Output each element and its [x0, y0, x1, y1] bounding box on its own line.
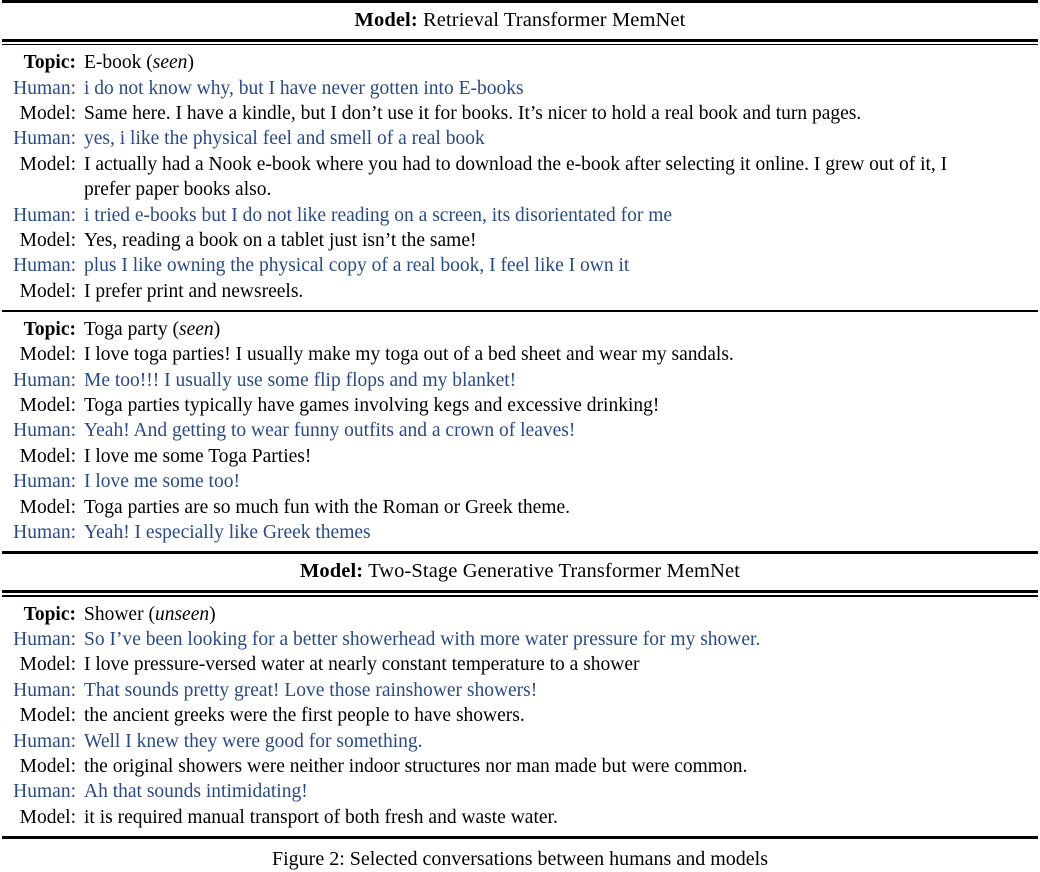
model-turn-label: Model:	[19, 394, 76, 416]
model-turn-label: Model:	[19, 445, 76, 467]
topic-name: Shower	[84, 603, 144, 625]
model-banner-label: Model:	[299, 560, 364, 583]
human-turn-label: Human:	[13, 471, 76, 493]
model-banner-name: Two-Stage Generative Transformer MemNet	[368, 560, 741, 583]
model-banner	[2, 554, 1038, 590]
model-turn	[2, 754, 1038, 779]
human-turn	[2, 520, 1038, 545]
topic-status-close-paren: )	[209, 603, 216, 625]
human-turn-label: Human:	[13, 369, 76, 391]
model-banner-label: Model:	[354, 9, 418, 31]
table-bottom-rule	[2, 836, 1038, 839]
topic-status-open-paren: (	[148, 603, 155, 625]
turn-text: i do not know why, but I have never gotten into E-books	[84, 77, 524, 99]
model-turn	[2, 279, 1038, 304]
human-turn	[2, 418, 1038, 443]
topic-row	[2, 602, 1038, 627]
human-turn-label: Human:	[13, 730, 76, 752]
topic-row	[2, 50, 1038, 75]
human-turn	[2, 126, 1038, 151]
turn-text: Same here. I have a kindle, but I don’t use it for books. It’s nicer to hold a real book and turn pages.	[84, 102, 862, 124]
human-turn-label: Human:	[13, 128, 76, 150]
turn-text: Well I knew they were good for something.	[84, 730, 423, 752]
topic-status: seen	[179, 318, 214, 340]
conversation-block	[2, 45, 1038, 310]
human-turn	[2, 779, 1038, 804]
turn-text: I prefer print and newsreels.	[84, 280, 304, 302]
turn-text: I love me some Toga Parties!	[84, 445, 312, 467]
conversation-block	[2, 312, 1038, 552]
model-turn	[2, 101, 1038, 126]
turn-text: i tried e-books but I do not like reading on a screen, its disorientated for me	[84, 204, 673, 226]
human-turn-label: Human:	[13, 77, 76, 99]
model-turn-label: Model:	[19, 654, 76, 676]
model-turn-label: Model:	[19, 806, 76, 828]
model-turn	[2, 152, 1038, 203]
turn-text: yes, i like the physical feel and smell of a real book	[84, 128, 485, 150]
turn-text: I love pressure-versed water at nearly constant temperature to a shower	[84, 654, 640, 676]
model-banner	[2, 3, 1038, 39]
human-turn-label: Human:	[13, 628, 76, 650]
model-turn	[2, 228, 1038, 253]
turn-text: That sounds pretty great! Love those rainshower showers!	[84, 679, 538, 701]
human-turn	[2, 203, 1038, 228]
conversations-table	[2, 0, 1038, 839]
turn-text: it is required manual transport of both fresh and waste water.	[84, 806, 558, 828]
model-turn	[2, 703, 1038, 728]
model-banner-name: Retrieval Transformer MemNet	[423, 9, 686, 31]
topic-row	[2, 317, 1038, 342]
model-turn-label: Model:	[19, 153, 76, 175]
human-turn-label: Human:	[13, 420, 76, 442]
topic-value	[84, 602, 986, 627]
turn-text: Yeah! I especially like Greek themes	[84, 522, 371, 543]
turn-text: I love me some too!	[84, 471, 240, 493]
model-turn	[2, 444, 1038, 469]
figure-caption: Figure 2: Selected conversations between humans and models	[272, 848, 768, 870]
turn-text: So I’ve been looking for a better showerhead with more water pressure for my shower.	[84, 628, 761, 650]
human-turn	[2, 678, 1038, 703]
topic-label: Topic:	[23, 603, 76, 625]
human-turn-label: Human:	[13, 679, 76, 701]
human-turn-label: Human:	[13, 522, 76, 543]
turn-text: I love toga parties! I usually make my toga out of a bed sheet and wear my sandals.	[84, 344, 734, 366]
topic-status-close-paren: )	[213, 318, 221, 340]
topic-status-close-paren: )	[187, 52, 194, 74]
topic-status-open-paren: (	[146, 52, 153, 74]
topic-name: Toga party	[84, 318, 168, 340]
turn-text: the original showers were neither indoor structures nor man made but were common.	[84, 755, 748, 777]
conversation-block	[2, 597, 1038, 837]
model-turn-label: Model:	[19, 705, 76, 727]
topic-value	[84, 317, 986, 342]
human-turn	[2, 729, 1038, 754]
turn-text: Me too!!! I usually use some flip flops and my blanket!	[84, 369, 517, 391]
turn-text: Toga parties typically have games involving kegs and excessive drinking!	[84, 394, 660, 416]
topic-status: unseen	[154, 603, 210, 625]
human-turn-label: Human:	[13, 781, 76, 803]
topic-status-open-paren: (	[172, 318, 180, 340]
turn-text: Yeah! And getting to wear funny outfits and a crown of leaves!	[84, 420, 576, 442]
topic-value	[84, 50, 986, 75]
model-turn	[2, 393, 1038, 418]
turn-text: Ah that sounds intimidating!	[84, 781, 308, 803]
model-turn-label: Model:	[19, 102, 76, 124]
turn-text: Yes, reading a book on a tablet just isn’t the same!	[84, 229, 477, 251]
model-turn-label: Model:	[19, 755, 76, 777]
topic-status: seen	[152, 52, 188, 74]
human-turn	[2, 76, 1038, 101]
human-turn-label: Human:	[13, 255, 76, 277]
model-turn-label: Model:	[19, 280, 76, 302]
model-turn	[2, 652, 1038, 677]
model-turn	[2, 495, 1038, 520]
turn-text: the ancient greeks were the first people to have showers.	[84, 705, 525, 727]
model-turn	[2, 342, 1038, 367]
topic-name: E-book	[84, 52, 142, 74]
turn-text: I actually had a Nook e-book where you had to download the e-book after selecting it online. I grew out of it, I prefer paper books also.	[84, 153, 948, 201]
human-turn	[2, 368, 1038, 393]
turn-text: Toga parties are so much fun with the Roman or Greek theme.	[84, 496, 570, 518]
human-turn	[2, 627, 1038, 652]
human-turn	[2, 469, 1038, 494]
model-turn-label: Model:	[19, 229, 76, 251]
model-turn-label: Model:	[19, 344, 76, 366]
human-turn-label: Human:	[13, 204, 76, 226]
topic-label: Topic:	[23, 318, 76, 340]
model-turn	[2, 805, 1038, 830]
human-turn	[2, 253, 1038, 278]
topic-label: Topic:	[23, 52, 76, 74]
model-turn-label: Model:	[19, 496, 76, 518]
turn-text: plus I like owning the physical copy of a real book, I feel like I own it	[84, 255, 630, 277]
